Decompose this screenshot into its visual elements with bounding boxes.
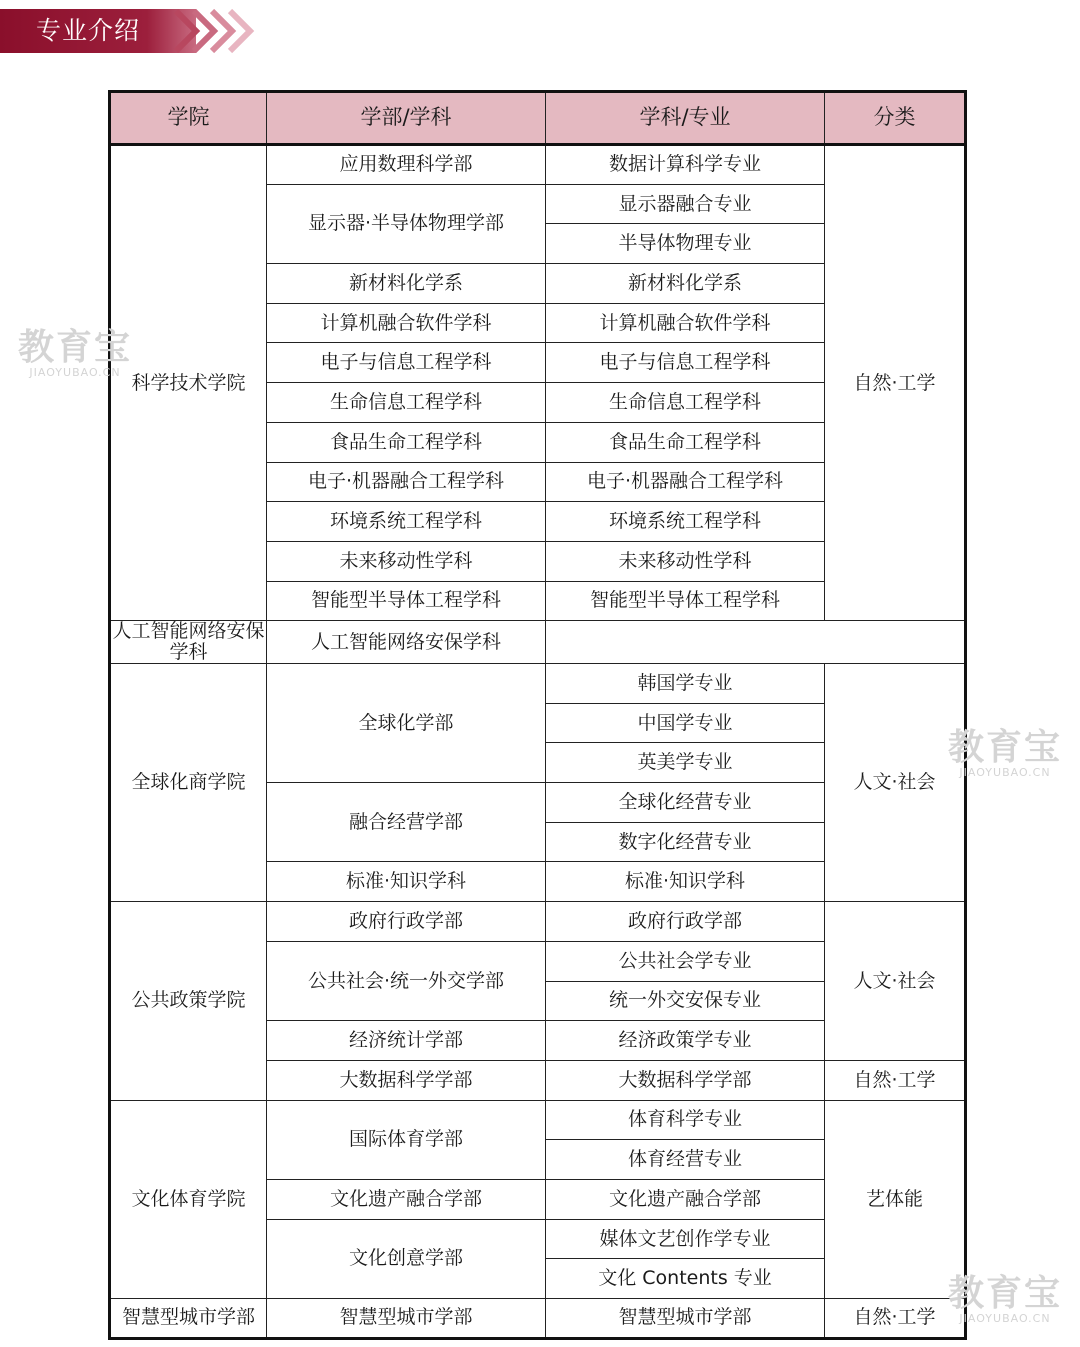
watermark-domain: JIAOYUBAO.CN xyxy=(959,1312,1051,1325)
table-cell: 体育经营专业 xyxy=(546,1140,825,1180)
table-cell: 环境系统工程学科 xyxy=(546,502,825,542)
table-row xyxy=(110,664,966,704)
table-cell: 数字化经营专业 xyxy=(546,822,825,862)
table-cell: 人文·社会 xyxy=(825,902,966,1061)
table-cell: 韩国学专业 xyxy=(546,664,825,704)
table-cell: 全球化经营专业 xyxy=(546,783,825,823)
table-cell: 自然·工学 xyxy=(825,1299,966,1339)
table-cell: 文化创意学部 xyxy=(267,1219,546,1298)
table-row xyxy=(110,145,966,185)
table-header-row xyxy=(110,92,966,145)
table-row xyxy=(110,902,966,942)
table-cell: 智慧型城市学部 xyxy=(546,1299,825,1339)
majors-table xyxy=(108,90,967,1340)
watermark-text: 教育宝 xyxy=(18,327,133,368)
table-cell: 智慧型城市学部 xyxy=(267,1299,546,1339)
table-cell: 人工智能网络安保学科 xyxy=(110,621,267,664)
table-cell: 智能型半导体工程学科 xyxy=(546,581,825,621)
table-cell: 人文·社会 xyxy=(825,664,966,902)
table-row xyxy=(110,1100,966,1140)
table-cell: 半导体物理专业 xyxy=(546,224,825,264)
table-cell: 统一外交安保专业 xyxy=(546,981,825,1021)
table-cell: 电子与信息工程学科 xyxy=(546,343,825,383)
table-cell: 电子·机器融合工程学科 xyxy=(267,462,546,502)
table-cell: 公共社会·统一外交学部 xyxy=(267,941,546,1020)
table-cell: 智能型半导体工程学科 xyxy=(267,581,546,621)
table-cell: 电子·机器融合工程学科 xyxy=(546,462,825,502)
table-row xyxy=(110,621,966,664)
table-cell: 标准·知识学科 xyxy=(267,862,546,902)
table-cell: 文化 Contents 专业 xyxy=(546,1259,825,1299)
watermark-domain: JIAOYUBAO.CN xyxy=(29,366,121,379)
table-cell: 公共政策学院 xyxy=(110,902,267,1100)
table-cell: 显示器融合专业 xyxy=(546,184,825,224)
table-cell: 公共社会学专业 xyxy=(546,941,825,981)
header-category: 分类 xyxy=(825,92,966,145)
table-cell: 未来移动性学科 xyxy=(267,541,546,581)
watermark-text: 教育宝 xyxy=(948,1273,1063,1314)
table-cell: 媒体文艺创作学专业 xyxy=(546,1219,825,1259)
watermark-domain: JIAOYUBAO.CN xyxy=(959,766,1051,779)
table-cell: 人工智能网络安保学科 xyxy=(267,621,546,664)
table-cell: 生命信息工程学科 xyxy=(267,383,546,423)
table-cell: 国际体育学部 xyxy=(267,1100,546,1179)
table-cell: 电子与信息工程学科 xyxy=(267,343,546,383)
table-cell: 科学技术学院 xyxy=(110,145,267,621)
table-cell: 大数据科学学部 xyxy=(546,1060,825,1100)
table-row xyxy=(110,1299,966,1339)
table-cell: 未来移动性学科 xyxy=(546,541,825,581)
banner-title: 专业介绍 xyxy=(36,16,141,45)
table-cell: 新材料化学系 xyxy=(546,264,825,304)
table-cell: 食品生命工程学科 xyxy=(267,422,546,462)
table-cell: 新材料化学系 xyxy=(267,264,546,304)
table-cell: 全球化商学院 xyxy=(110,664,267,902)
table-cell: 文化遗产融合学部 xyxy=(267,1179,546,1219)
header-department: 学部/学科 xyxy=(267,92,546,145)
table-cell: 英美学专业 xyxy=(546,743,825,783)
header-major: 学科/专业 xyxy=(546,92,825,145)
table-cell: 全球化学部 xyxy=(267,664,546,783)
table-cell: 融合经营学部 xyxy=(267,783,546,862)
table-cell: 政府行政学部 xyxy=(267,902,546,942)
header-college: 学院 xyxy=(110,92,267,145)
majors-table-wrap xyxy=(108,90,967,1340)
table-cell: 标准·知识学科 xyxy=(546,862,825,902)
table-cell: 政府行政学部 xyxy=(546,902,825,942)
chevron-arrows-icon xyxy=(172,9,262,53)
table-body xyxy=(110,145,966,1339)
table-cell: 经济政策学专业 xyxy=(546,1021,825,1061)
table-cell: 文化遗产融合学部 xyxy=(546,1179,825,1219)
table-cell: 生命信息工程学科 xyxy=(546,383,825,423)
table-cell: 经济统计学部 xyxy=(267,1021,546,1061)
watermark-text: 教育宝 xyxy=(948,727,1063,768)
table-cell: 环境系统工程学科 xyxy=(267,502,546,542)
table-cell: 艺体能 xyxy=(825,1100,966,1298)
table-cell: 大数据科学学部 xyxy=(267,1060,546,1100)
table-cell: 中国学专业 xyxy=(546,703,825,743)
table-cell: 智慧型城市学部 xyxy=(110,1299,267,1339)
table-cell: 食品生命工程学科 xyxy=(546,422,825,462)
table-cell: 文化体育学院 xyxy=(110,1100,267,1298)
table-cell: 应用数理科学部 xyxy=(267,145,546,185)
table-cell: 计算机融合软件学科 xyxy=(546,303,825,343)
section-banner xyxy=(0,9,262,53)
table-cell: 数据计算科学专业 xyxy=(546,145,825,185)
table-cell: 计算机融合软件学科 xyxy=(267,303,546,343)
table-cell: 体育科学专业 xyxy=(546,1100,825,1140)
table-cell: 自然·工学 xyxy=(825,1060,966,1100)
table-cell: 自然·工学 xyxy=(825,145,966,621)
table-cell: 显示器·半导体物理学部 xyxy=(267,184,546,263)
